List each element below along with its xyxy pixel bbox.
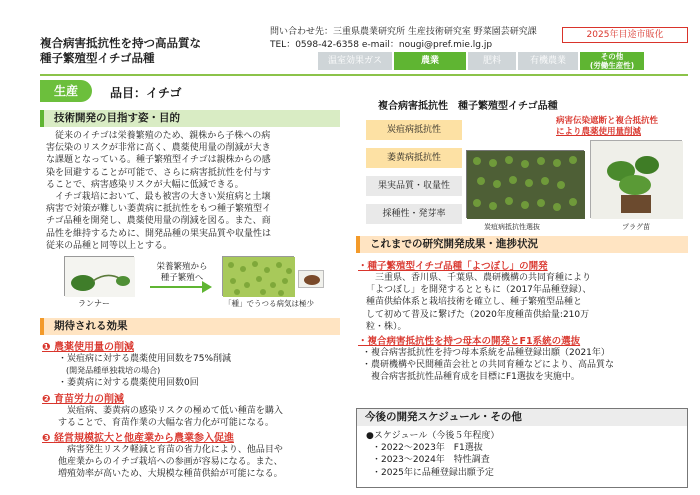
contact-line-2: TEL：0598-42-6358 e-mail：nougi@pref.mie.lg.jp	[270, 40, 493, 50]
result-line: ・複合病害抵抗性を持つ母本系統を品種登録出願（2021年）	[362, 348, 610, 359]
goal-line: 染を回避することが可能で、さらに病害抵抗性を付与す	[46, 167, 271, 178]
result-2-title-text: 複合病害抵抗性を持つ母本の開発とF1系統の選抜	[367, 336, 581, 348]
schedule-line: ・2023〜2024年 特性調査	[372, 455, 490, 466]
schedule-line: ●スケジュール（今後５年程度）	[366, 431, 500, 441]
goal-section-heading: 技術開発の目指す姿・目的	[40, 110, 340, 127]
effect-line: ・炭疽病に対する農薬使用回数を75%削減	[58, 354, 232, 364]
goal-line: な課題となっている。種子繁殖型イチゴは親株からの感	[46, 155, 271, 166]
result-1-title: ・種子繁殖型イチゴ品種「よつぼし」の開発	[358, 261, 548, 272]
result-1-title-text: 種子繁殖型イチゴ品種「よつぼし」の開発	[367, 261, 548, 272]
tray-illustration	[467, 151, 585, 219]
seed-caption: 「種」でうつる病気は極少	[224, 299, 314, 308]
result-line: 「よつぼし」を開発するとともに（2017年品種登録）、	[366, 285, 592, 296]
effect-line: 病害発生リスク軽減と育苗の省力化により、他品目や	[58, 445, 283, 456]
goal-line: イチゴ栽培において、最も被害の大きい炭疽病と土壌	[46, 192, 271, 203]
production-tag: 生産	[40, 80, 92, 102]
seedlings-illustration	[223, 257, 295, 297]
goal-line: 従来の品種と同等以上とする。	[46, 240, 173, 251]
result-1-lines	[358, 272, 690, 333]
category-other-line-2: (労働生産性)	[589, 61, 635, 70]
crop-item: 品目：イチゴ	[110, 86, 182, 100]
category-other-line-1: その他	[600, 52, 624, 61]
effects-section-heading: 期待される効果	[40, 318, 340, 335]
effect-2-lines	[42, 405, 347, 429]
anthracnose-selection-photo	[466, 150, 584, 218]
effects-body	[42, 338, 347, 481]
trait-seed: 採種性・発芽率	[366, 204, 462, 224]
schedule-line: ・2025年に品種登録出願予定	[372, 467, 494, 478]
plug-seedling-photo	[590, 140, 682, 218]
schedule-line: ・2022〜2023年 F1選抜	[372, 443, 483, 454]
effect-3-lines	[42, 444, 347, 481]
tray-caption: 炭疽病抵抗性選抜	[484, 223, 540, 231]
result-line: 粒・株）。	[366, 321, 407, 332]
result-line: 複合病害抵抗性品種育成を目標にF1選抜を実施中。	[362, 372, 580, 383]
traits-note	[556, 116, 684, 138]
traits-title: 複合病害抵抗性 種子繁殖型イチゴ品種	[378, 101, 558, 112]
document-title	[40, 36, 201, 66]
runner-caption: ランナー	[78, 299, 110, 308]
result-2-lines	[358, 347, 690, 384]
category-tab-other	[580, 52, 644, 70]
schedule-body	[366, 430, 676, 479]
category-tab-ghg: 温室効果ガス	[318, 52, 392, 70]
results-body	[358, 258, 690, 384]
contact-line-1: 問い合わせ先：三重県農業研究所 生産技術研究室 野菜園芸研究課	[270, 27, 537, 37]
effect-1-title-text: 農薬使用量の削減	[53, 342, 134, 353]
traits-note-line-1: 病害伝染遮断と複合抵抗性	[556, 116, 659, 126]
result-line: 三重県、香川県、千葉県、農研機構の共同育種により	[366, 273, 592, 283]
contact-info	[270, 26, 537, 52]
goal-line: 害伝染のリスクが非常に高く、農薬使用量の削減が大き	[46, 143, 271, 154]
effect-3-title-text: 経営規模拡大と他産業から農業参入促進	[53, 433, 234, 445]
title-line-2: 種子繁殖型イチゴ品種	[40, 51, 155, 65]
effect-line: 他産業からのイチゴ栽培への参画が容易になる。また、	[58, 457, 283, 468]
effect-1-title: ❶ 農薬使用量の削減	[42, 342, 134, 353]
seed-sample-photo	[298, 270, 324, 288]
runner-photo	[64, 256, 134, 296]
trait-anthracnose: 炭疽病抵抗性	[366, 120, 462, 140]
result-line: して初めて普及に繋げた（2020年度種苗供給量:210万	[366, 309, 590, 320]
goal-body	[46, 130, 346, 252]
seeds-illustration	[299, 271, 325, 289]
effect-1-lines	[42, 353, 347, 390]
arrow-shaft	[150, 286, 202, 288]
result-line: 種苗供給体系と栽培技術を確立し、種子繁殖型品種と	[366, 297, 583, 308]
header-divider	[40, 74, 688, 76]
plug-caption: プラグ苗	[622, 223, 650, 231]
arrow-text-line-1: 栄養繁殖から	[156, 262, 208, 272]
seedlings-photo	[222, 256, 294, 296]
title-line-1: 複合病害抵抗性を持つ高品質な	[40, 36, 201, 50]
trait-fusarium: 萎黄病抵抗性	[366, 148, 462, 168]
effect-line: (開発品種単独栽培の場合)	[58, 366, 161, 376]
effect-line: することで、育苗作業の大幅な省力化が可能になる。	[58, 417, 274, 428]
result-line: ・農研機構や民間種苗会社との共同育種などにより、高品質な	[362, 360, 615, 371]
effect-line: ・萎黄病に対する農薬使用回数0回	[58, 378, 199, 389]
effect-line: 炭疽病、萎黄病の感染リスクの極めて低い種苗を購入	[58, 405, 283, 416]
results-section-heading: これまでの研究開発成果・進捗状況	[356, 236, 688, 253]
goal-line: チゴ品種を開発し、農薬使用量の削減を図る。また、商	[46, 216, 271, 227]
arrow-text-line-2: 種子繁殖へ	[160, 273, 204, 283]
category-tab-organic: 有機農業	[518, 52, 578, 70]
goal-line: 病害で対策が難しい萎黄病に抵抗性をもつ種子繁殖型イ	[46, 204, 272, 215]
schedule-section-heading: 今後の開発スケジュール・その他	[357, 409, 687, 426]
effect-3-title: ❸ 経営規模拡大と他産業から農業参入促進	[42, 433, 234, 445]
result-2-title: ・複合病害抵抗性を持つ母本の開発とF1系統の選抜	[358, 336, 581, 348]
year-badge: 2025年目途市販化	[562, 27, 688, 43]
arrow-right-icon	[202, 281, 212, 293]
effect-line: 増殖効率が高いため、大規模な種苗供給が可能になる。	[58, 469, 283, 480]
plug-seedling-illustration	[591, 141, 683, 219]
category-tab-fertilizer: 肥料	[468, 52, 516, 70]
goal-line: ることで、病害感染リスクが大幅に低減できる。	[46, 179, 244, 190]
goal-line: 品性を維持するために、開発品種の果実品質や収量性は	[46, 228, 272, 239]
category-tab-agriculture: 農業	[394, 52, 466, 70]
traits-note-line-2: により農薬使用量削減	[556, 127, 642, 137]
effect-2-title-text: 育苗労力の削減	[53, 393, 124, 405]
effect-2-title: ❷ 育苗労力の削減	[42, 393, 124, 405]
trait-quality: 果実品質・収量性	[366, 176, 462, 196]
runner-illustration	[65, 257, 135, 297]
goal-line: 従来のイチゴは栄養繁殖のため、親株から子株への病	[46, 131, 271, 141]
